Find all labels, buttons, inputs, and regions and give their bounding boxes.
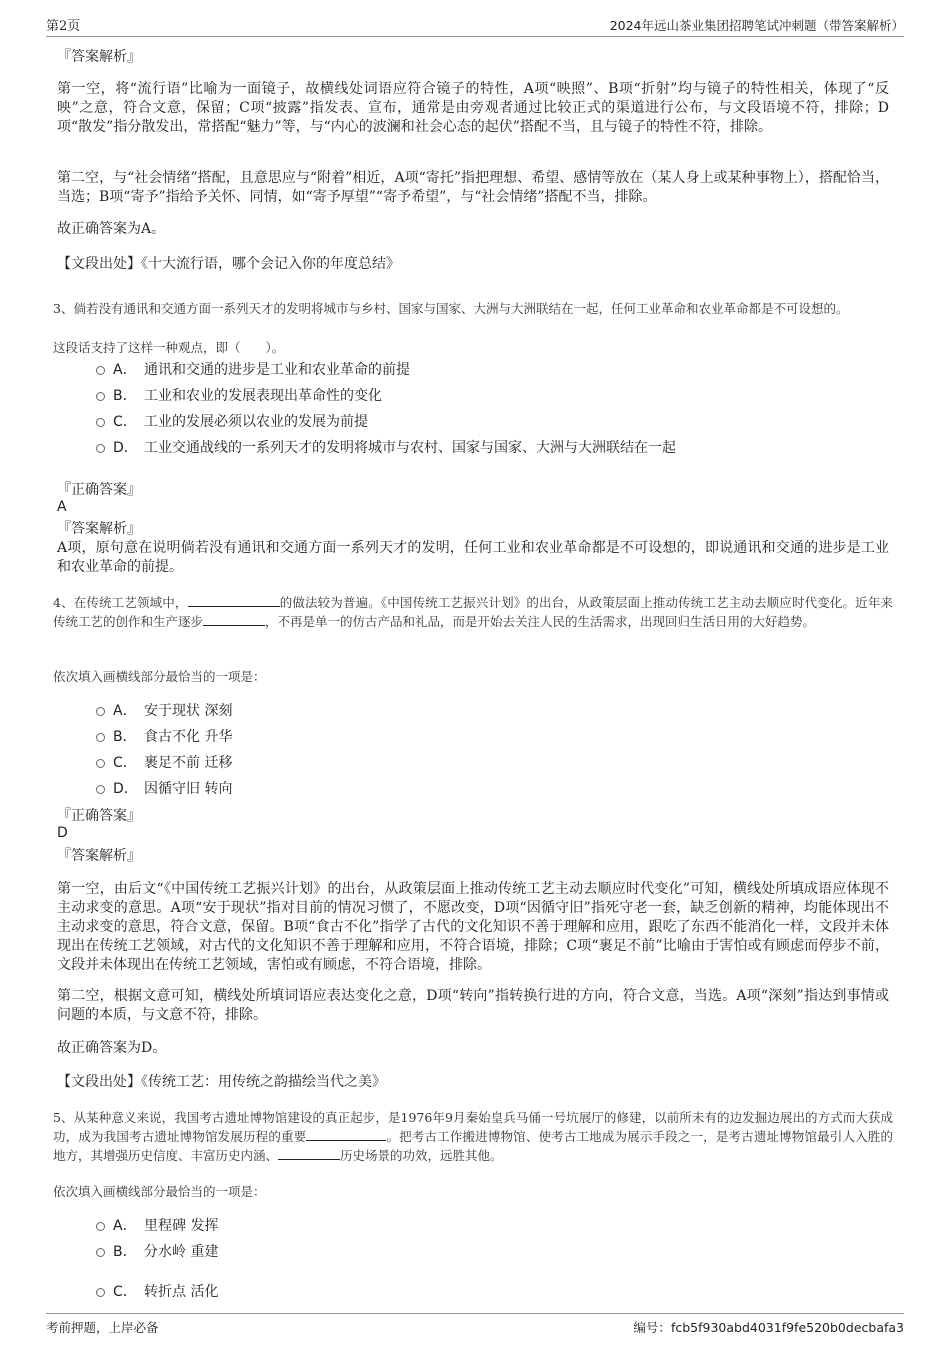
document-id-value: fcb5f930abd4031f9fe520b0decbafa3 — [670, 1320, 904, 1335]
q3-option-d[interactable] — [96, 438, 676, 458]
page-header — [46, 12, 904, 37]
q3-stem: 3、倘若没有通讯和交通方面一系列天才的发明将城市与乡村、国家与国家、大洲与大洲联结在一起，任何工业革命和农业革命都是不可设想的。 — [53, 301, 849, 316]
option-text: 食古不化 升华 — [144, 729, 233, 745]
blank-line — [306, 1127, 386, 1141]
option-letter: B． — [113, 729, 137, 745]
q2-analysis-label: 『答案解析』 — [57, 49, 141, 65]
radio-button[interactable] — [96, 444, 105, 453]
q4-answer: D — [57, 825, 68, 841]
option-letter: C． — [113, 755, 137, 771]
radio-button[interactable] — [96, 366, 105, 375]
q5-stem-part3: 历史场景的功效，远胜其他。 — [340, 1148, 503, 1163]
radio-button[interactable] — [96, 1288, 105, 1297]
radio-button[interactable] — [96, 759, 105, 768]
radio-button[interactable] — [96, 1248, 105, 1257]
option-letter: A． — [113, 1218, 137, 1234]
q3-option-a[interactable] — [96, 360, 410, 380]
q4-analysis-para1: 第一空，由后文“《中国传统工艺振兴计划》的出台，从政策层面上推动传统工艺主动去顺应时代变化”可知，横线处所填成语应体现不主动求变的意思。A项“安于现状”指对目前的情况习惯了，不愿改变，D项“因循守旧”指死守老一套，缺乏创新的精神，均能体现出不主动求变的意思，符合文意，保留。B项“食古不化”指学了古代的文化知识不善于理解和应用，跟吃了东西不能消化一样，文段并未体现出在传统工艺领域，对古代的文化知识不善于理解和应用，不符合语境，排除；C项“裹足不前”比喻由于害怕或有顾虑而停步不前，文段并未体现出在传统工艺领域，害怕或有顾虑，不符合语境，排除。 — [57, 881, 889, 973]
blank-line — [188, 593, 280, 607]
q3-answer-label: 『正确答案』 — [57, 482, 141, 498]
option-text: 工业交通战线的一系列天才的发明将城市与农村、国家与国家、大洲与大洲联结在一起 — [144, 440, 676, 456]
q2-analysis-para1: 第一空，将“流行语”比喻为一面镜子，故横线处词语应符合镜子的特性，A项“映照”、B项“折射”均与镜子的特性相关，体现了“反映”之意，符合文意，保留；C项“披露”指发表、宣布，通常是由旁观者通过比较正式的渠道进行公布，与文段语境不符，排除；D项“散发”指分散发出，常搭配“魅力”等，与“内心的波澜和社会心态的起伏”搭配不当，且与镜子的特性不符，排除。 — [57, 81, 889, 135]
option-letter: D． — [113, 440, 138, 456]
option-text: 转折点 活化 — [144, 1284, 219, 1300]
page-footer — [46, 1313, 904, 1338]
q3-answer: A — [57, 499, 67, 515]
q4-source: 【文段出处】《传统工艺：用传统之韵描绘当代之美》 — [57, 1074, 386, 1090]
page-number: 第2页 — [46, 19, 81, 34]
q5-prompt: 依次填入画横线部分最恰当的一项是： — [53, 1184, 266, 1199]
option-text: 工业的发展必须以农业的发展为前提 — [144, 414, 368, 430]
option-letter: C． — [113, 414, 137, 430]
q5-stem-part2: 。把考古工作搬进博物馆、使考古工地成为展示手段之一，是考古遗址博物馆最引人入胜的地方，其增强历史信度、丰富历史内涵、 — [53, 1129, 893, 1163]
radio-button[interactable] — [96, 733, 105, 742]
document-id — [633, 1318, 904, 1336]
q5-option-b[interactable] — [96, 1242, 218, 1262]
q4-option-b[interactable] — [96, 727, 232, 747]
q4-stem-part3: ，不再是单一的仿古产品和礼品，而是开始去关注人民的生活需求，出现回归生活日用的大好趋势。 — [265, 614, 816, 629]
option-text: 通讯和交通的进步是工业和农业革命的前提 — [144, 362, 410, 378]
radio-button[interactable] — [96, 785, 105, 794]
footer-slogan: 考前押题，上岸必备 — [46, 1320, 159, 1335]
q4-stem-part2: 的做法较为普遍。《中国传统工艺振兴计划》的出台，从政策层面上推动传统工艺主动去顺应时代变化。近年来传统工艺的创作和生产逐步 — [53, 595, 893, 629]
q4-analysis-para2: 第二空，根据文意可知，横线处所填词语应表达变化之意，D项“转向”指转换行进的方向，符合文意，当选。A项“深刻”指达到事情或问题的本质，与文意不符，排除。 — [57, 988, 889, 1023]
q4-prompt: 依次填入画横线部分最恰当的一项是： — [53, 669, 266, 684]
q4-option-a[interactable] — [96, 701, 232, 721]
option-text: 工业和农业的发展表现出革命性的变化 — [144, 388, 382, 404]
q4-stem-part1: 4、在传统工艺领域中， — [53, 595, 188, 610]
option-letter: A． — [113, 362, 137, 378]
radio-button[interactable] — [96, 1222, 105, 1231]
option-letter: C． — [113, 1284, 137, 1300]
q3-analysis: A项，原句意在说明倘若没有通讯和交通方面一系列天才的发明，任何工业和农业革命都是不可设想的，即说通讯和交通的进步是工业和农业革命的前提。 — [57, 540, 889, 575]
option-text: 分水岭 重建 — [144, 1244, 219, 1260]
q3-option-c[interactable] — [96, 412, 368, 432]
option-letter: B． — [113, 1244, 137, 1260]
q4-option-c[interactable] — [96, 753, 232, 773]
document-title: 2024年远山茶业集团招聘笔试冲刺题（带答案解析） — [609, 18, 904, 33]
q2-analysis-para2: 第二空，与“社会情绪”搭配，且意思应与“附着”相近，A项“寄托”指把理想、希望、感情等放在（某人身上或某种事物上），搭配恰当，当选；B项“寄予”指给予关怀、同情，如“寄予厚望”“寄予希望”，与“社会情绪”搭配不当，排除。 — [57, 170, 889, 205]
q4-analysis-label: 『答案解析』 — [57, 848, 141, 864]
option-letter: B． — [113, 388, 137, 404]
option-text: 因循守旧 转向 — [144, 781, 233, 797]
q2-source: 【文段出处】《十大流行语，哪个会记入你的年度总结》 — [57, 256, 400, 272]
option-text: 里程碑 发挥 — [144, 1218, 219, 1234]
q5-option-c[interactable] — [96, 1282, 218, 1302]
q3-analysis-label: 『答案解析』 — [57, 521, 141, 537]
option-text: 安于现状 深刻 — [144, 703, 233, 719]
option-letter: A． — [113, 703, 137, 719]
q5-option-a[interactable] — [96, 1216, 218, 1236]
blank-line — [203, 612, 265, 626]
option-letter: D． — [113, 781, 138, 797]
radio-button[interactable] — [96, 418, 105, 427]
blank-line — [278, 1146, 340, 1160]
q5-stem — [53, 1108, 893, 1165]
q4-conclusion: 故正确答案为D。 — [57, 1040, 167, 1056]
q3-option-b[interactable] — [96, 386, 382, 406]
q3-prompt: 这段话支持了这样一种观点，即（ ）。 — [53, 340, 285, 355]
q4-option-d[interactable] — [96, 779, 232, 799]
document-id-label: 编号： — [633, 1320, 671, 1335]
q4-stem — [53, 593, 893, 631]
radio-button[interactable] — [96, 392, 105, 401]
radio-button[interactable] — [96, 707, 105, 716]
q5-stem-part1: 5、从某种意义来说，我国考古遗址博物馆建设的真正起步，是1976年9月秦始皇兵马俑一号坑展厅的修建，以前所未有的边发掘边展出的方式而大获成功，成为我国考古遗址博物馆发展历程的重要 — [53, 1110, 893, 1144]
q4-answer-label: 『正确答案』 — [57, 808, 141, 824]
option-text: 裹足不前 迁移 — [144, 755, 233, 771]
q2-conclusion: 故正确答案为A。 — [57, 221, 166, 237]
